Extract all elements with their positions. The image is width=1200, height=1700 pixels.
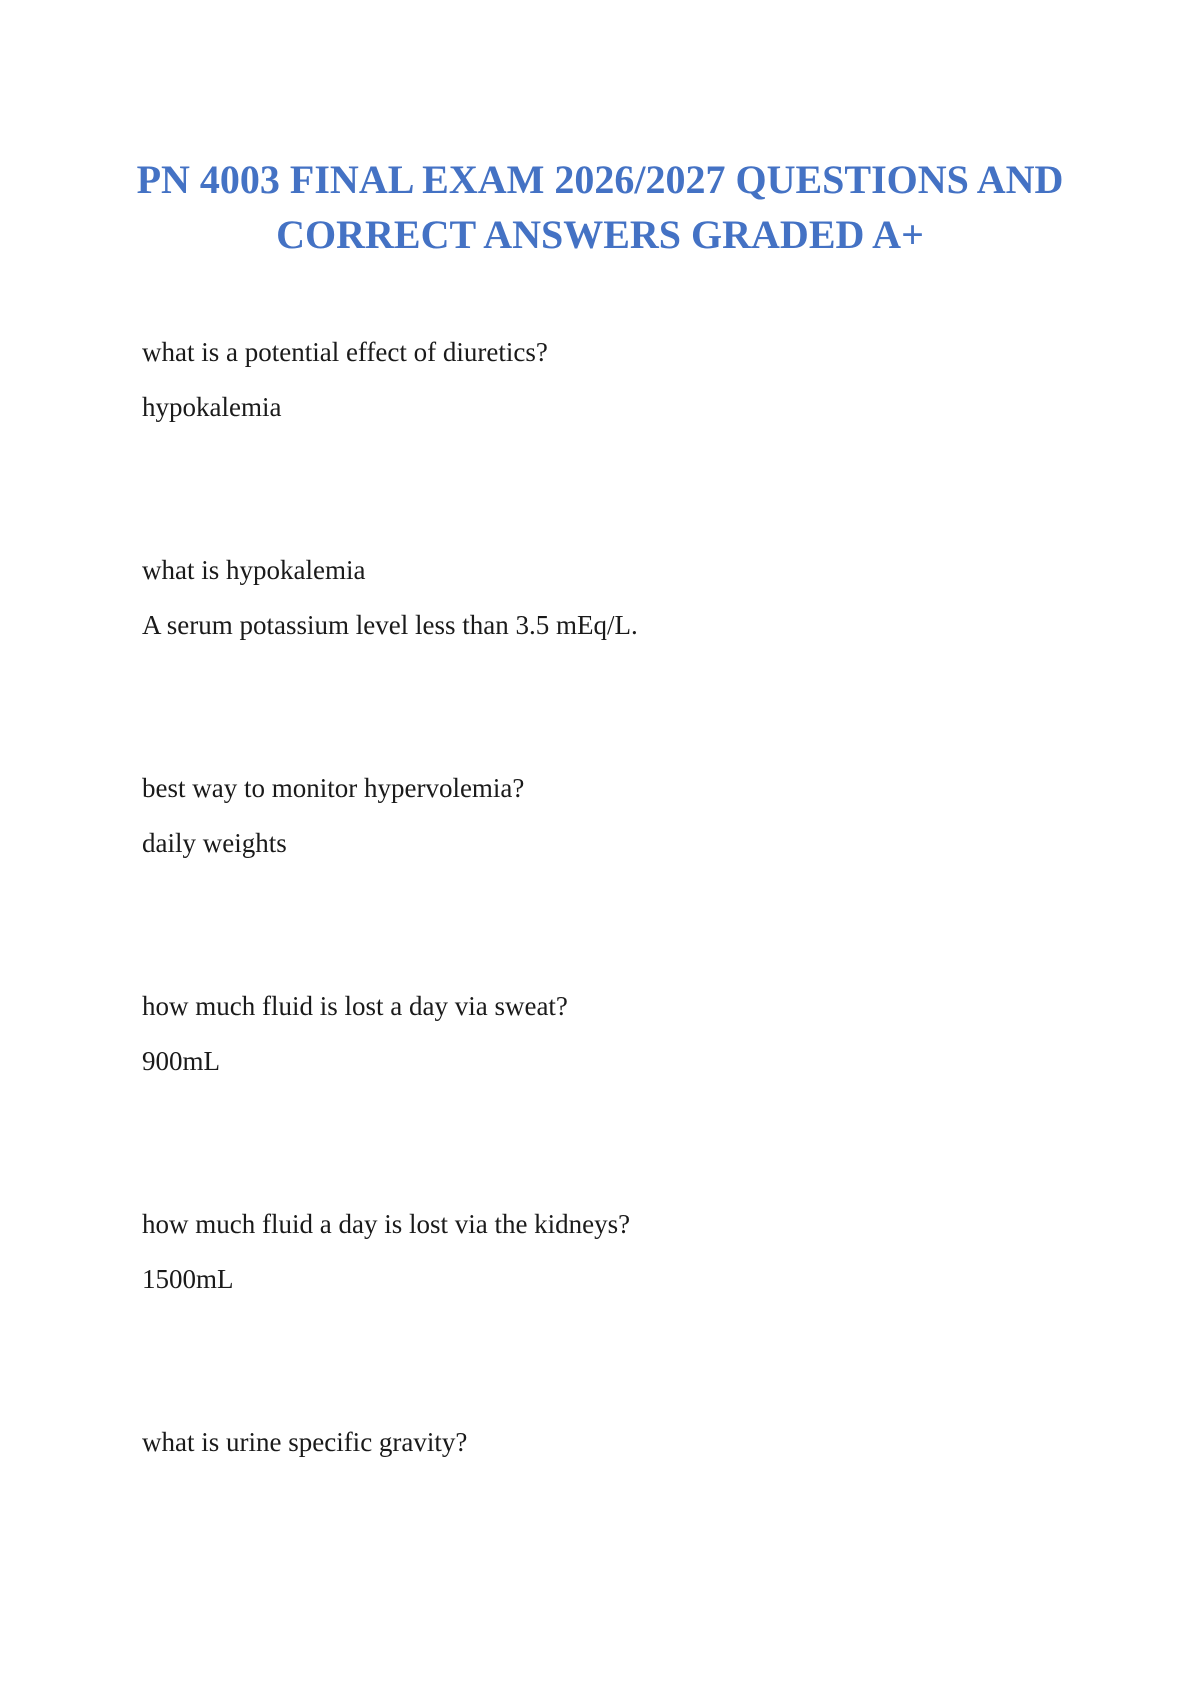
answer-text: 900mL [142,1046,220,1076]
qa-item [142,1424,1042,1479]
qa-item [142,988,1042,1079]
qa-item [142,1206,1042,1297]
answer-text: hypokalemia [142,392,282,422]
question-text: how much fluid is lost a day via sweat? [142,991,568,1021]
question-text: what is a potential effect of diuretics? [142,337,548,367]
document-title: PN 4003 FINAL EXAM 2026/2027 QUESTIONS AND CORRECT ANSWERS GRADED A+ [136,157,1064,257]
answer-text: 1500mL [142,1264,234,1294]
answer-text: A serum potassium level less than 3.5 mEq/L. [142,610,638,640]
qa-item [142,552,1042,643]
question-text: what is hypokalemia [142,555,366,585]
question-text: best way to monitor hypervolemia? [142,773,525,803]
answer-text: daily weights [142,828,287,858]
question-text: how much fluid a day is lost via the kidneys? [142,1209,631,1239]
qa-item [142,334,1042,425]
question-text: what is urine specific gravity? [142,1427,468,1457]
qa-item [142,770,1042,861]
